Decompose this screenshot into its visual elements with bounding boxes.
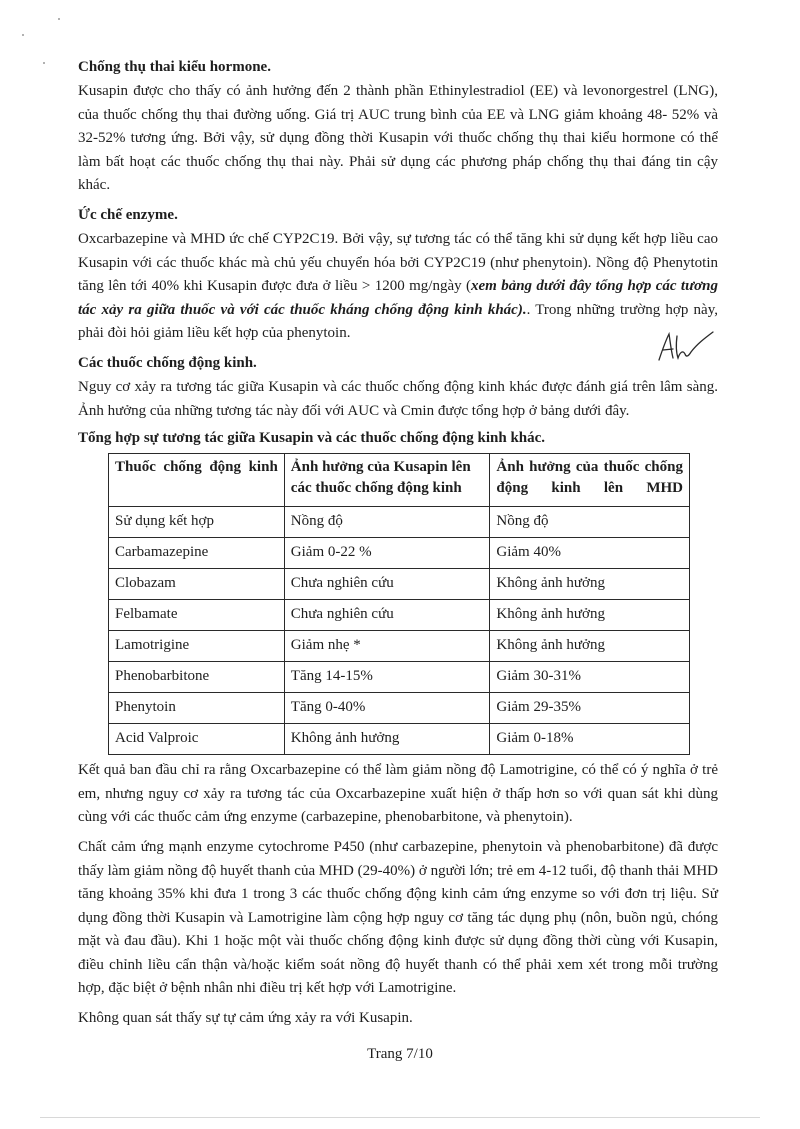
- header-text: Thuốc chống động kinh: [115, 459, 278, 476]
- section-heading: Chống thụ thai kiểu hormone.: [78, 59, 271, 75]
- document-page: [78, 56, 718, 1031]
- table-cell: Carbamazepine: [109, 538, 285, 569]
- table-cell: Felbamate: [109, 600, 285, 631]
- header-cell: [490, 454, 690, 507]
- table-row: [109, 724, 690, 755]
- header-cell: [109, 454, 285, 507]
- interaction-table: [108, 453, 690, 755]
- scan-edge-divider: [40, 1117, 760, 1118]
- table-row: [109, 631, 690, 662]
- table-cell: Chưa nghiên cứu: [284, 569, 490, 600]
- section-heading: Các thuốc chống động kinh.: [78, 354, 257, 371]
- table-cell: Nồng độ: [284, 507, 490, 538]
- table-cell: Không ảnh hưởng: [284, 724, 490, 755]
- table-row: [109, 569, 690, 600]
- handwritten-initials: [655, 330, 715, 364]
- table-cell: Tăng 14-15%: [284, 662, 490, 693]
- page-number: Trang 7/10: [367, 1046, 433, 1062]
- scan-speck: [58, 18, 60, 20]
- scan-speck: [43, 62, 45, 64]
- table-row: [109, 662, 690, 693]
- table-cell: Acid Valproic: [109, 724, 285, 755]
- table-cell: Không ảnh hưởng: [490, 600, 690, 631]
- table-row: [109, 507, 690, 538]
- table-cell: Nồng độ: [490, 507, 690, 538]
- paragraph-text: . Trong những trường hợp này, phải đòi hỏi giảm liều kết hợp của phenytoin.: [78, 301, 718, 342]
- table-row: [109, 538, 690, 569]
- section-paragraph: Kusapin được cho thấy có ảnh hưởng đến 2 thành phần Ethinylestradiol (EE) và levonorgestrel (LNG), của thuốc chống thụ thai đường uống. Giá trị AUC trung bình của EE và LNG giảm khoảng 48- 52% và 32-52% tương ứng. Bởi vậy, sử dụng đồng thời Kusapin với thuốc chống thụ thai kiểu hormone có thể làm bất hoạt các thuốc chống thụ thai này. Phải sử dụng các phương pháp chống thụ thai đáng tin cậy khác.: [78, 83, 718, 194]
- table-cell: Clobazam: [109, 569, 285, 600]
- table-cell: Chưa nghiên cứu: [284, 600, 490, 631]
- table-title: Tổng hợp sự tương tác giữa Kusapin và các thuốc chống động kinh khác.: [78, 430, 546, 447]
- section-enzyme-inhibition: [78, 204, 718, 346]
- table-cell: Giảm nhẹ *: [284, 631, 490, 662]
- table-cell: Giảm 0-22 %: [284, 538, 490, 569]
- table-cell: Phenobarbitone: [109, 662, 285, 693]
- table-cell: Sử dụng kết hợp: [109, 507, 285, 538]
- paragraph-emphasis: xem bảng dưới đây tổng hợp các tương tác xảy ra giữa thuốc và với các thuốc kháng chống động kinh khác).: [78, 278, 718, 318]
- table-header-row: [109, 454, 690, 507]
- section-paragraph: [78, 228, 718, 346]
- section-paragraph: Nguy cơ xảy ra tương tác giữa Kusapin và các thuốc chống động kinh khác được đánh giá trên lâm sàng. Ảnh hưởng của những tương tác này đối với AUC và Cmin được tổng hợp ở bảng dưới đây.: [78, 378, 718, 419]
- table-cell: Giảm 30-31%: [490, 662, 690, 693]
- table-row: [109, 693, 690, 724]
- body-paragraph: Kết quả ban đầu chỉ ra rằng Oxcarbazepine có thể làm giảm nồng độ Lamotrigine, có thể có ý nghĩa ở trẻ em, nhưng nguy cơ xảy ra tương tác của Oxcarbazepine xuất hiện ở thấp hơn so với quan sát khi dùng cùng với các thuốc cảm ứng enzyme (carbazepine, phenobarbitone, và phenytoin).: [78, 762, 718, 826]
- section-heading: Ức chế enzyme.: [78, 206, 178, 223]
- table-cell: Giảm 29-35%: [490, 693, 690, 724]
- scan-speck: [22, 34, 24, 36]
- table-cell: Tăng 0-40%: [284, 693, 490, 724]
- table-cell: Lamotrigine: [109, 631, 285, 662]
- section-antiepileptics: [78, 352, 718, 423]
- paragraph-text: Oxcarbazepine và MHD ức chế CYP2C19. Bởi vậy, sự tương tác có thể tăng khi sử dụng kết hợp liều cao Kusapin với các thuốc khác mà chủ yếu chuyển hóa bởi CYP2C19 (như phenytoin). Nồng độ Phenytotin tăng lên tới 40% khi Kusapin được đưa ở liều > 1200 mg/ngày (: [78, 230, 718, 295]
- body-paragraph: Không quan sát thấy sự tự cảm ứng xảy ra với Kusapin.: [78, 1010, 413, 1027]
- table-cell: Phenytoin: [109, 693, 285, 724]
- header-text: Ảnh hưởng của thuốc chống động kinh lên MHD: [496, 459, 683, 497]
- table-cell: Giảm 0-18%: [490, 724, 690, 755]
- body-paragraph: Chất cảm ứng mạnh enzyme cytochrome P450 (như carbazepine, phenytoin và phenobarbitone) đã được thấy làm giảm nồng độ huyết thanh của MHD (29-40%) ở người lớn; trẻ em 4-12 tuổi, độ thanh thải MHD tăng khoảng 35% khi đưa 1 trong 3 các thuốc chống động kinh cảm ứng enzyme so với đơn trị liệu. Sử dụng đồng thời Kusapin và Lamotrigine làm cộng hợp nguy cơ tăng tác dụng phụ (nôn, buồn ngủ, chóng mặt và đau đầu). Khi 1 hoặc một vài thuốc chống động kinh được sử dụng đồng thời cùng với Kusapin, điều chỉnh liều cẩn thận và/hoặc kiểm soát nồng độ huyết thanh có thể phải xem xét trong mỗi trường hợp, đặc biệt ở bệnh nhân nhi điều trị kết hợp với Lamotrigine.: [78, 838, 718, 997]
- table-cell: Không ảnh hưởng: [490, 569, 690, 600]
- table-row: [109, 600, 690, 631]
- table-cell: Giảm 40%: [490, 538, 690, 569]
- section-hormonal-contraceptives: [78, 56, 718, 198]
- header-cell: Ảnh hưởng của Kusapin lên các thuốc chống động kinh: [284, 454, 490, 507]
- table-cell: Không ảnh hưởng: [490, 631, 690, 662]
